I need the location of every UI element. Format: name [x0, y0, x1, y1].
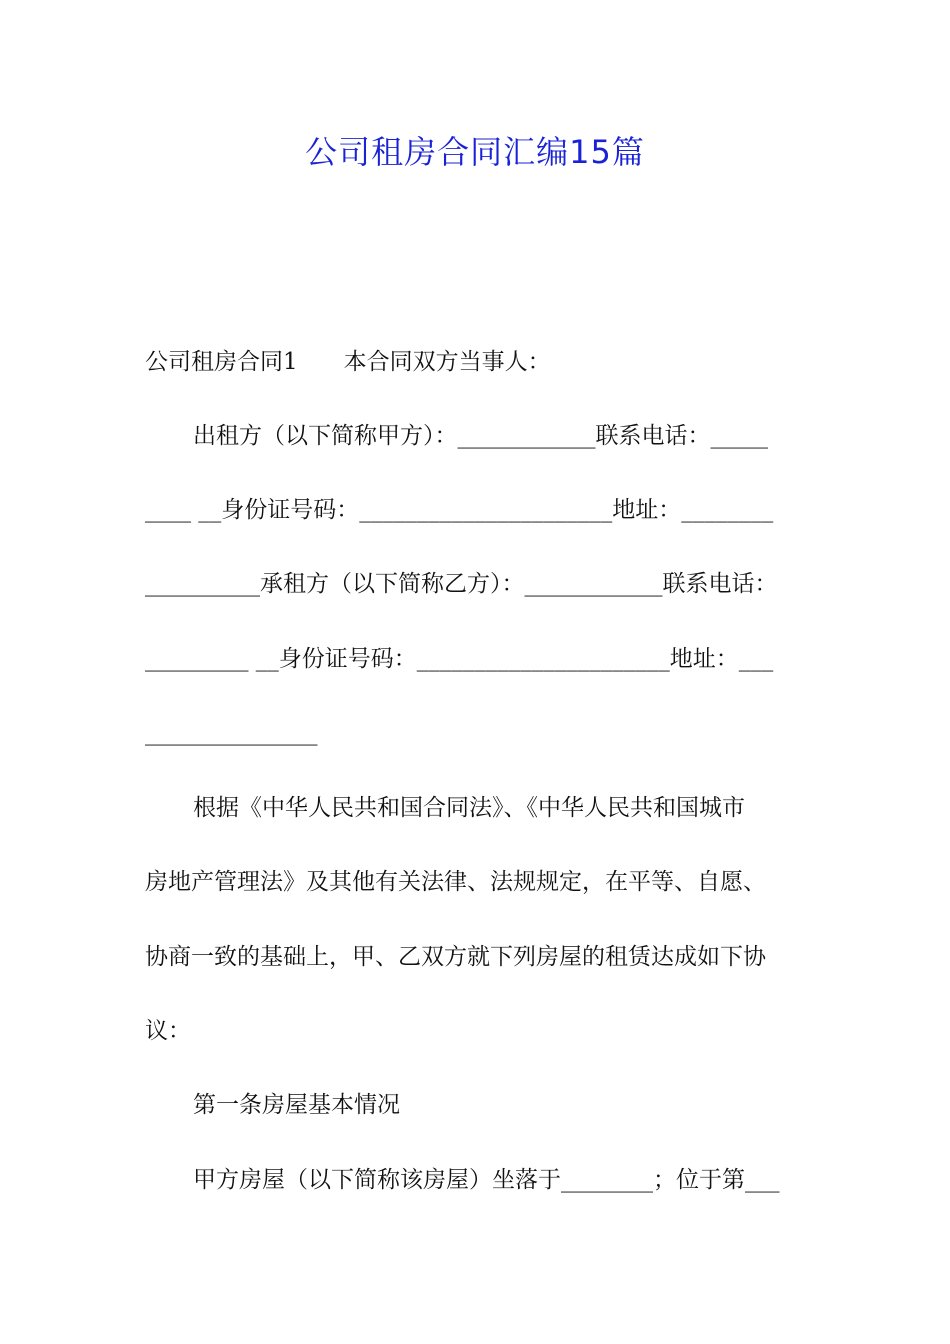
contract-heading-line: 公司租房合同1 本合同双方当事人： — [145, 349, 551, 375]
article-heading: 第一条房屋基本情况 — [193, 1092, 400, 1118]
paragraph-line: 协商一致的基础上，甲、乙双方就下列房屋的租赁达成如下协 — [145, 944, 766, 970]
lessee-line: __________承租方（以下简称乙方）：____________联系电话： — [145, 571, 778, 597]
lessor-line: 出租方（以下简称甲方）：____________联系电话：_____ — [193, 423, 768, 449]
paragraph-line: 议： — [145, 1018, 191, 1044]
paragraph-line: 房地产管理法》及其他有关法律、法规规定，在平等、自愿、 — [145, 869, 766, 895]
address-blank-line: _______________ — [145, 720, 318, 746]
paragraph-line: 甲方房屋（以下简称该房屋）坐落于________；位于第___ — [193, 1167, 780, 1193]
paragraph-line: 根据《中华人民共和国合同法》、《中华人民共和国城市 — [193, 795, 745, 821]
lessee-id-address-line: _________ __身份证号码：______________________地址：___ — [145, 646, 774, 672]
lessor-id-address-line: ____ __身份证号码：______________________地址：________ — [145, 497, 774, 523]
document-title: 公司租房合同汇编15篇 — [305, 133, 645, 171]
